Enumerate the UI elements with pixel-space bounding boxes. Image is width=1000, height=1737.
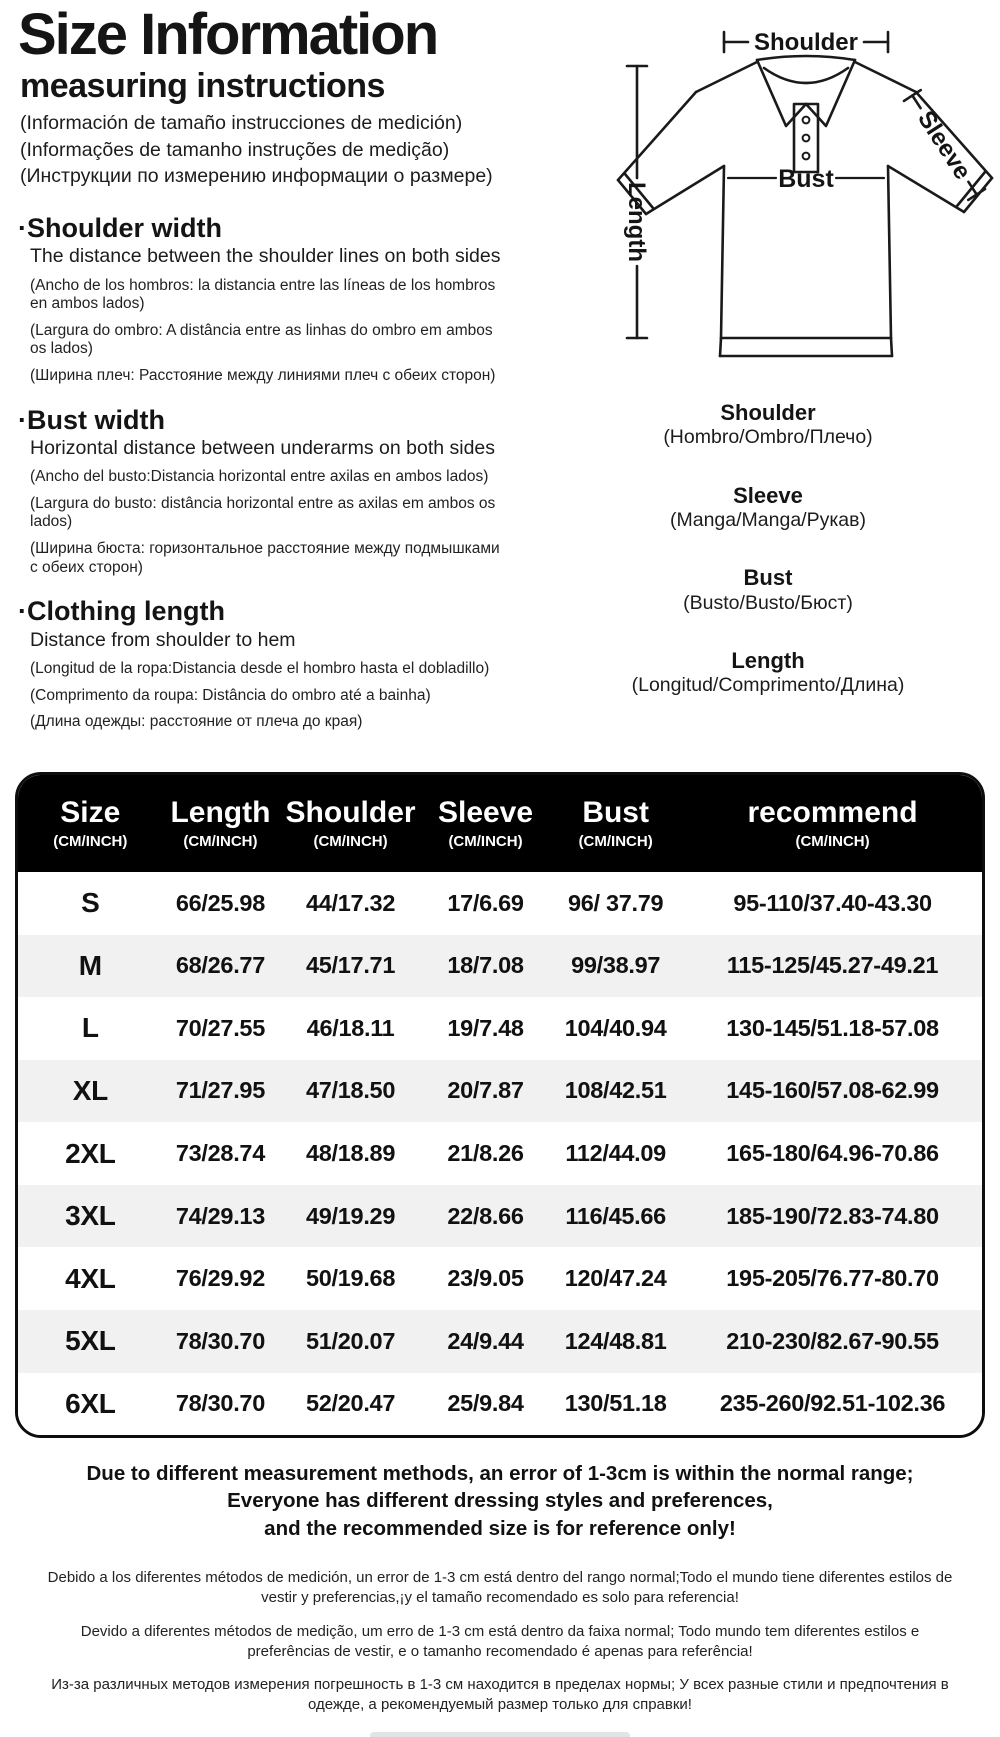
cell-bust: 112/44.09 bbox=[565, 1140, 666, 1167]
measure-legend bbox=[548, 400, 988, 731]
section-description: The distance between the shoulder lines on both sides bbox=[30, 245, 501, 268]
section-title: ·Clothing length bbox=[18, 596, 225, 627]
legend-translations: (Manga/Manga/Рукав) bbox=[670, 508, 866, 531]
instructions-column bbox=[18, 4, 545, 732]
legend-shoulder bbox=[548, 400, 988, 450]
legend-bust bbox=[548, 565, 988, 615]
diagram-length-label: Length bbox=[623, 182, 650, 262]
table-row bbox=[18, 1373, 982, 1436]
placket-buttons bbox=[803, 117, 810, 160]
cell-sleeve: 20/7.87 bbox=[447, 1077, 524, 1104]
legend-name: Sleeve bbox=[733, 482, 803, 508]
cell-size: 3XL bbox=[65, 1200, 116, 1232]
size-table bbox=[15, 772, 985, 1438]
section-note-ru: (Длина одежды: расстояние от плеча до края) bbox=[30, 713, 363, 731]
col-shoulder-unit: (CM/INCH) bbox=[313, 833, 388, 851]
table-row bbox=[18, 1247, 982, 1310]
section-note-pt: (Largura do ombro: A distância entre as linhas do ombro em ambos os lados) bbox=[30, 321, 493, 358]
disclaimer-note-es: Debido a los diferentes métodos de medición, un error de 1-3 cm está dentro del rango normal;Todo el mundo tiene diferentes estilos de vestir y preferencias,¡y el tamaño recomendado es solo para referencia! bbox=[47, 1569, 953, 1607]
section-bust-width bbox=[18, 406, 545, 578]
cell-bust: 116/45.66 bbox=[565, 1202, 666, 1229]
col-bust: Bust bbox=[582, 795, 649, 829]
disclaimer-line: Everyone has different dressing styles and preferences, bbox=[227, 1489, 773, 1513]
section-description: Horizontal distance between underarms on both sides bbox=[30, 436, 496, 459]
table-row bbox=[18, 935, 982, 998]
shirt-outline bbox=[618, 56, 992, 356]
cell-sleeve: 22/8.66 bbox=[447, 1202, 524, 1229]
size-table-body bbox=[18, 872, 982, 1435]
cell-bust: 130/51.18 bbox=[564, 1390, 667, 1417]
cell-length: 76/29.92 bbox=[175, 1265, 265, 1292]
cell-recommend: 185-190/72.83-74.80 bbox=[726, 1202, 939, 1229]
disclaimer-note-pt: Devido a diferentes métodos de medição, um erro de 1-3 cm está dentro da faixa normal; Todo mundo tem diferentes estilos e preferências de vestir, e o tamanho recomendado é apenas para referência! bbox=[80, 1622, 920, 1660]
section-note-pt: (Largura do busto: distância horizontal entre as axilas em ambos os lados) bbox=[30, 494, 496, 531]
cell-shoulder: 47/18.50 bbox=[306, 1077, 396, 1104]
disclaimer-bold bbox=[0, 1460, 1000, 1542]
section-title: ·Bust width bbox=[18, 404, 165, 435]
section-note-pt: (Comprimento da roupa: Distância do ombro até a bainha) bbox=[30, 686, 431, 704]
cell-recommend: 235-260/92.51-102.36 bbox=[719, 1390, 946, 1417]
cell-recommend: 210-230/82.67-90.55 bbox=[726, 1327, 939, 1354]
disclaimer-line: Due to different measurement methods, an error of 1-3cm is within the normal range; bbox=[86, 1462, 914, 1485]
polo-shirt-svg bbox=[548, 8, 1000, 380]
legend-translations: (Busto/Busto/Бюст) bbox=[683, 591, 853, 614]
section-note-ru: (Ширина бюста: горизонтальное расстояние между подмышками с обеих сторон) bbox=[30, 540, 500, 576]
polo-shirt-diagram bbox=[548, 8, 1000, 380]
subtitle-translation-ru: (Инструкции по измерению информации о размере) bbox=[20, 165, 493, 188]
cell-sleeve: 25/9.84 bbox=[447, 1390, 524, 1417]
legend-translations: (Hombro/Ombro/Плечо) bbox=[663, 426, 873, 449]
section-note-es: (Longitud de la ropa:Distancia desde el hombro hasta el dobladillo) bbox=[30, 660, 490, 677]
cell-sleeve: 21/8.26 bbox=[447, 1140, 524, 1167]
section-title: ·Shoulder width bbox=[18, 212, 222, 243]
col-size-unit: (CM/INCH) bbox=[53, 833, 128, 851]
cell-length: 68/26.77 bbox=[175, 952, 265, 979]
legend-name: Bust bbox=[743, 565, 793, 591]
page-subtitle: measuring instructions bbox=[20, 66, 385, 105]
cell-sleeve: 19/7.48 bbox=[447, 1014, 524, 1041]
cell-shoulder: 48/18.89 bbox=[306, 1140, 396, 1167]
cell-size: M bbox=[78, 949, 102, 981]
legend-translations: (Longitud/Comprimento/Длина) bbox=[631, 674, 905, 697]
next-section-edge bbox=[370, 1732, 630, 1737]
section-shoulder-width bbox=[18, 214, 545, 386]
cell-bust: 99/38.97 bbox=[571, 952, 661, 979]
cell-sleeve: 24/9.44 bbox=[447, 1327, 524, 1354]
col-length-unit: (CM/INCH) bbox=[183, 833, 258, 851]
col-size: Size bbox=[60, 795, 121, 829]
cell-shoulder: 51/20.07 bbox=[306, 1327, 396, 1354]
disclaimer-note-ru: Из-за различных методов измерения погрешность в 1-3 см находится в пределах нормы; У всех разные стили и предпочтения в одежде, а рекомендуемый размер только для справки! bbox=[51, 1676, 949, 1714]
cell-length: 70/27.55 bbox=[175, 1014, 265, 1041]
cell-recommend: 115-125/45.27-49.21 bbox=[726, 952, 939, 979]
diagram-shoulder-label: Shoulder bbox=[753, 29, 859, 56]
legend-sleeve bbox=[548, 483, 988, 533]
cell-recommend: 145-160/57.08-62.99 bbox=[726, 1077, 939, 1104]
legend-name: Shoulder bbox=[720, 400, 816, 425]
legend-name: Length bbox=[731, 648, 805, 674]
table-row bbox=[18, 872, 982, 935]
cell-bust: 120/47.24 bbox=[564, 1265, 667, 1292]
col-recommend: recommend bbox=[747, 795, 918, 829]
col-sleeve-unit: (CM/INCH) bbox=[448, 833, 523, 851]
cell-bust: 104/40.94 bbox=[564, 1014, 667, 1041]
cell-length: 78/30.70 bbox=[175, 1390, 265, 1417]
col-bust-unit: (CM/INCH) bbox=[578, 833, 653, 851]
cell-bust: 96/ 37.79 bbox=[567, 889, 664, 916]
cell-sleeve: 18/7.08 bbox=[447, 952, 524, 979]
cell-shoulder: 44/17.32 bbox=[306, 889, 396, 916]
cell-length: 71/27.95 bbox=[175, 1077, 265, 1104]
cell-size: XL bbox=[72, 1074, 108, 1106]
cell-bust: 108/42.51 bbox=[564, 1077, 667, 1104]
cell-shoulder: 46/18.11 bbox=[306, 1014, 395, 1041]
cell-length: 74/29.13 bbox=[175, 1202, 265, 1229]
cell-length: 66/25.98 bbox=[175, 889, 265, 916]
col-shoulder: Shoulder bbox=[285, 795, 416, 829]
cell-sleeve: 23/9.05 bbox=[447, 1265, 524, 1292]
cell-recommend: 195-205/76.77-80.70 bbox=[726, 1265, 939, 1292]
cell-recommend: 130-145/51.18-57.08 bbox=[726, 1014, 939, 1041]
page-title: Size Information bbox=[18, 2, 438, 67]
cell-shoulder: 50/19.68 bbox=[306, 1265, 396, 1292]
cell-size: 4XL bbox=[65, 1262, 116, 1294]
section-note-ru: (Ширина плеч: Расстояние между линиями плеч с обеих сторон) bbox=[30, 366, 496, 384]
col-recommend-unit: (CM/INCH) bbox=[795, 833, 870, 851]
cell-shoulder: 52/20.47 bbox=[306, 1390, 396, 1417]
table-row bbox=[18, 1310, 982, 1373]
cell-length: 73/28.74 bbox=[175, 1140, 265, 1167]
cell-length: 78/30.70 bbox=[175, 1327, 265, 1354]
cell-size: L bbox=[81, 1012, 99, 1044]
disclaimer-line: and the recommended size is for reference only! bbox=[264, 1516, 736, 1540]
table-row bbox=[18, 1122, 982, 1185]
table-row bbox=[18, 1185, 982, 1248]
cell-shoulder: 45/17.71 bbox=[306, 952, 396, 979]
section-note-es: (Ancho de los hombros: la distancia entre las líneas de los hombros en ambos lados) bbox=[30, 276, 496, 313]
size-table-header bbox=[18, 775, 982, 872]
cell-recommend: 165-180/64.96-70.86 bbox=[726, 1140, 939, 1167]
cell-sleeve: 17/6.69 bbox=[447, 889, 524, 916]
cell-bust: 124/48.81 bbox=[564, 1327, 667, 1354]
diagram-sleeve-label: Sleeve bbox=[912, 106, 977, 185]
cell-recommend: 95-110/37.40-43.30 bbox=[733, 889, 932, 916]
cell-size: S bbox=[81, 887, 100, 919]
disclaimer-translations bbox=[40, 1568, 960, 1729]
cell-size: 5XL bbox=[65, 1325, 116, 1357]
cell-shoulder: 49/19.29 bbox=[306, 1202, 396, 1229]
col-sleeve: Sleeve bbox=[437, 795, 534, 829]
section-note-es: (Ancho del busto:Distancia horizontal entre axilas en ambos lados) bbox=[30, 468, 489, 486]
col-length: Length bbox=[170, 795, 271, 829]
legend-length bbox=[548, 648, 988, 698]
diagram-bust-label: Bust bbox=[778, 165, 834, 193]
subtitle-translation-pt: (Informações de tamanho instruções de medição) bbox=[20, 138, 450, 161]
subtitle-translation-es: (Información de tamaño instrucciones de medición) bbox=[20, 112, 463, 135]
cell-size: 6XL bbox=[65, 1387, 116, 1419]
table-row bbox=[18, 1060, 982, 1123]
section-description: Distance from shoulder to hem bbox=[30, 628, 296, 651]
cell-size: 2XL bbox=[65, 1137, 116, 1169]
table-row bbox=[18, 997, 982, 1060]
section-clothing-length bbox=[18, 597, 545, 732]
